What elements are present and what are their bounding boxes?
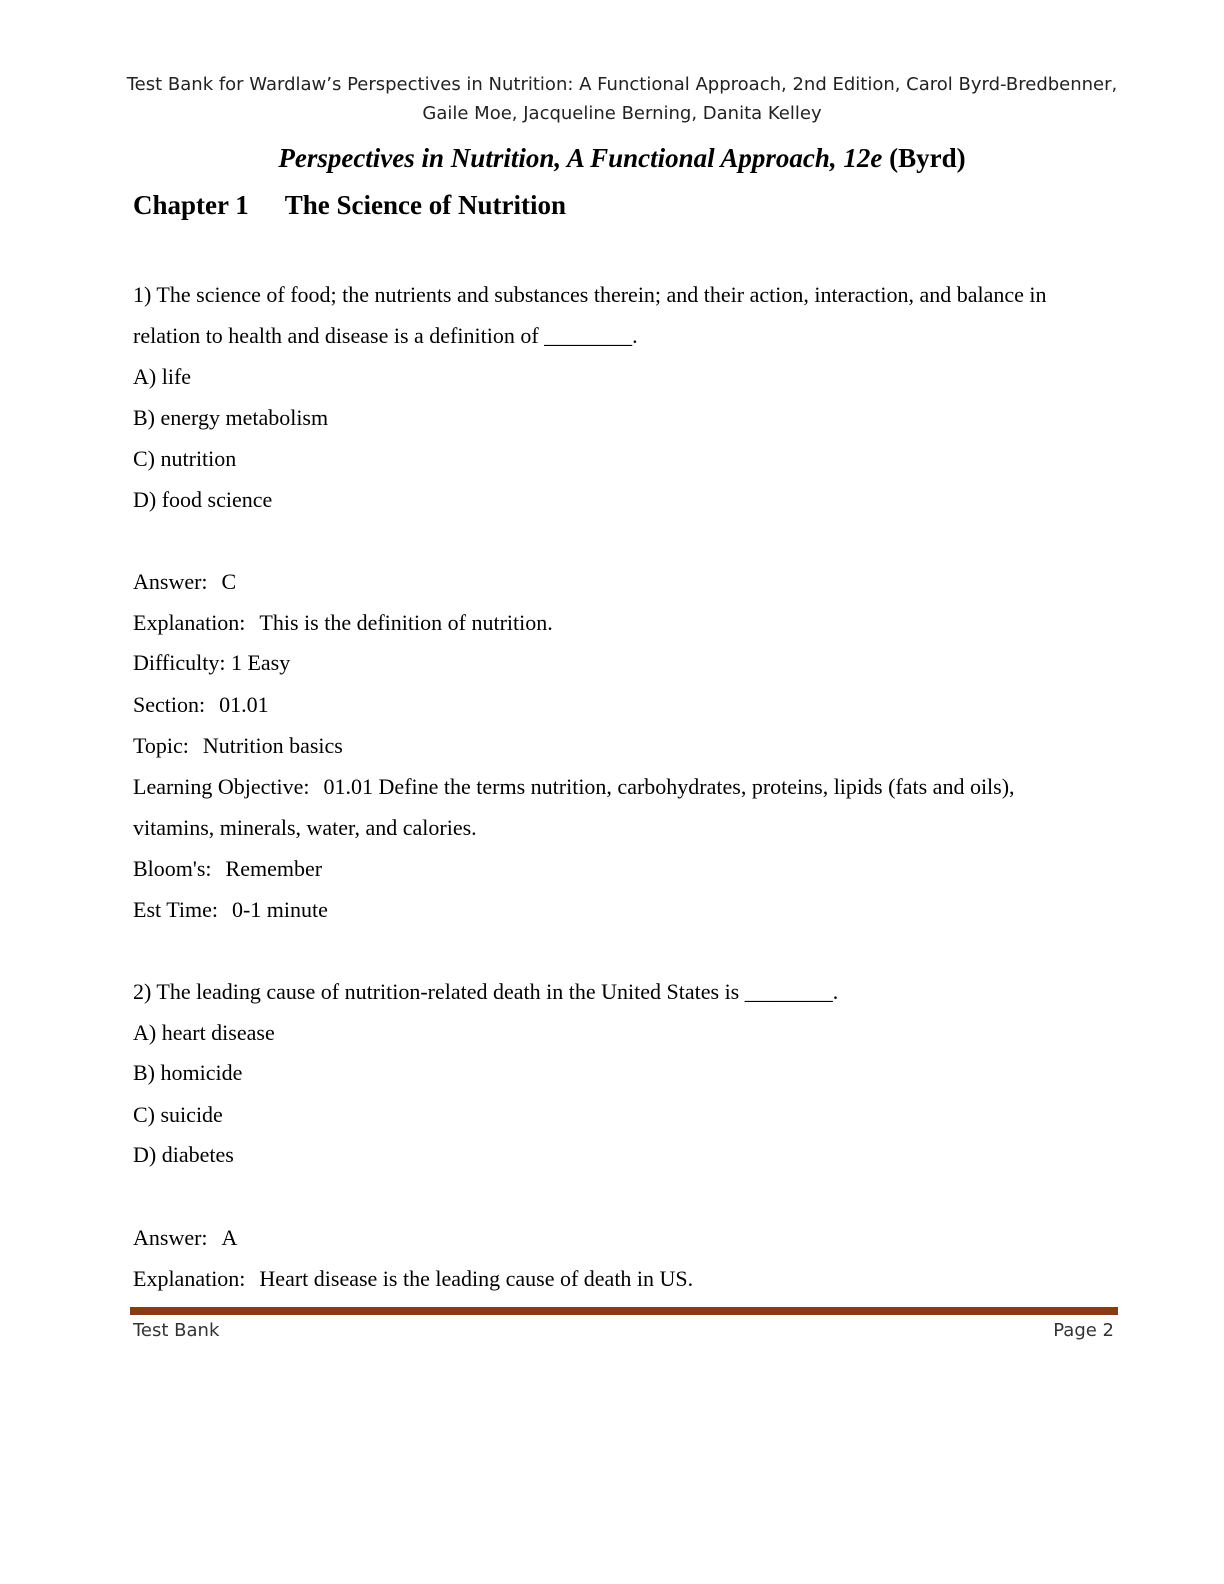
chapter-title: The Science of Nutrition xyxy=(284,190,566,220)
question-1-learning-objective-cont: vitamins, minerals, water, and calories. xyxy=(133,815,477,840)
question-2-stem: 2) The leading cause of nutrition-related death in the United States is ________. xyxy=(133,979,839,1004)
learning-objective-value: 01.01 Define the terms nutrition, carbohydrates, proteins, lipids (fats and oils), xyxy=(323,774,1015,799)
book-title xyxy=(120,143,1124,174)
question-1-option-b: B) energy metabolism xyxy=(133,405,329,430)
topic-label: Topic: xyxy=(133,733,189,758)
question-2-explanation xyxy=(133,1266,693,1292)
section-label: Section: xyxy=(133,692,206,717)
question-1-difficulty: Difficulty: 1 Easy xyxy=(133,650,291,675)
blooms-label: Bloom's: xyxy=(133,856,212,881)
question-1-option-a: A) life xyxy=(133,364,192,389)
question-2-answer xyxy=(133,1225,237,1251)
question-1-stem-line-1: 1) The science of food; the nutrients and substances therein; and their action, interaction, and balance in xyxy=(133,282,1047,307)
question-1-section xyxy=(133,692,269,718)
est-time-label: Est Time: xyxy=(133,897,218,922)
question-1-learning-objective xyxy=(133,774,1015,800)
footer-left-text: Test Bank xyxy=(133,1320,220,1341)
question-1-option-d: D) food science xyxy=(133,487,273,512)
chapter-heading xyxy=(133,190,566,221)
question-2-option-d: D) diabetes xyxy=(133,1142,234,1167)
book-title-italic: Perspectives in Nutrition, A Functional Approach, 12e xyxy=(278,143,883,173)
section-value: 01.01 xyxy=(219,692,269,717)
answer-value: A xyxy=(221,1225,238,1250)
question-1-answer xyxy=(133,569,236,595)
explanation-label: Explanation: xyxy=(133,1266,246,1291)
question-2-option-c: C) suicide xyxy=(133,1102,223,1127)
footer-page-number: Page 2 xyxy=(1053,1320,1114,1341)
topic-value: Nutrition basics xyxy=(202,733,343,758)
question-1-stem-line-2: relation to health and disease is a definition of ________. xyxy=(133,323,638,348)
blooms-value: Remember xyxy=(225,856,323,881)
chapter-number: Chapter 1 xyxy=(133,190,249,220)
header-line-1: Test Bank for Wardlaw’s Perspectives in Nutrition: A Functional Approach, 2nd Edition, Carol Byrd-Bredbenner, xyxy=(126,74,1118,95)
answer-value: C xyxy=(221,569,237,594)
question-2-option-a: A) heart disease xyxy=(133,1020,275,1045)
learning-objective-label: Learning Objective: xyxy=(133,774,310,799)
question-1-explanation xyxy=(133,610,553,636)
running-header xyxy=(120,70,1124,128)
explanation-label: Explanation: xyxy=(133,610,246,635)
explanation-value: Heart disease is the leading cause of death in US. xyxy=(259,1266,694,1291)
footer-divider xyxy=(130,1307,1118,1315)
question-1-blooms xyxy=(133,856,322,882)
question-1-topic xyxy=(133,733,343,759)
answer-label: Answer: xyxy=(133,569,208,594)
question-2-option-b: B) homicide xyxy=(133,1060,243,1085)
question-1-est-time xyxy=(133,897,328,923)
question-1-option-c: C) nutrition xyxy=(133,446,237,471)
header-line-2: Gaile Moe, Jacqueline Berning, Danita Kelley xyxy=(422,103,822,124)
est-time-value: 0-1 minute xyxy=(231,897,328,922)
book-title-author: (Byrd) xyxy=(889,143,966,173)
explanation-value: This is the definition of nutrition. xyxy=(259,610,553,635)
answer-label: Answer: xyxy=(133,1225,208,1250)
